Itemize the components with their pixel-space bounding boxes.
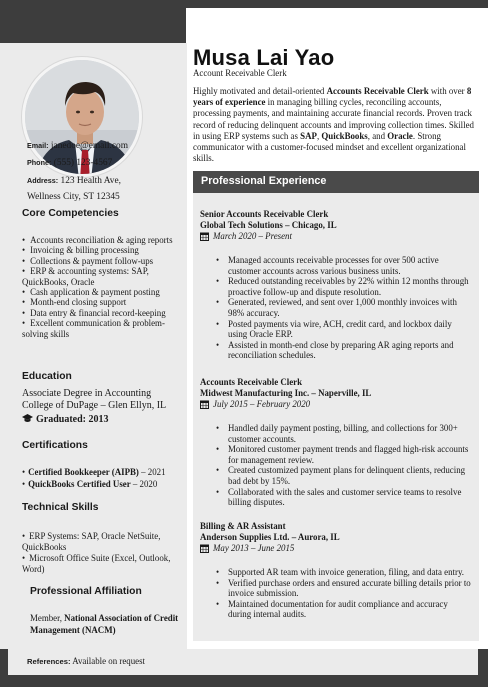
- certifications-list: [22, 467, 184, 490]
- references-line: [8, 649, 478, 675]
- certifications-title: Certifications: [22, 440, 88, 451]
- list-item: • Certified Bookkeeper (AIPB) – 2021: [22, 467, 184, 479]
- education-title: Education: [22, 371, 72, 382]
- list-item: • Accounts reconciliation & aging reports: [22, 235, 184, 245]
- job-entry: [200, 377, 472, 508]
- address-label: Address:: [27, 176, 59, 185]
- email-value[interactable]: janedoe@email.com: [50, 141, 129, 151]
- list-item: • Collections & payment follow-ups: [22, 256, 184, 266]
- list-item: • Managed accounts receivable processes for over 500 active customer accounts across various business units.: [216, 255, 472, 276]
- job-dates: May 2013 – June 2015: [200, 543, 472, 554]
- affiliation-title: Professional Affiliation: [30, 586, 142, 597]
- list-item: • Generated, reviewed, and sent over 1,000 monthly invoices with 98% accuracy.: [216, 297, 472, 318]
- list-item: • ERP & accounting systems: SAP, QuickBooks, Oracle: [22, 266, 184, 287]
- education-degree: Associate Degree in Accounting College of DuPage – Glen Ellyn, IL: [22, 388, 167, 411]
- job-role: Senior Accounts Receivable Clerk: [200, 209, 329, 219]
- list-item: • Excellent communication & problem-solving skills: [22, 318, 184, 339]
- experience-header: Professional Experience: [193, 171, 479, 193]
- job-role: Accounts Receivable Clerk: [200, 377, 303, 387]
- references-text: Available on request: [72, 656, 145, 666]
- job-role: Billing & AR Assistant: [200, 521, 286, 531]
- job-dates: July 2015 – February 2020: [200, 399, 472, 410]
- calendar-icon: [200, 232, 209, 241]
- list-item: • Reduced outstanding receivables by 22% within 12 months through proactive follow-up and dispute resolution.: [216, 276, 472, 297]
- email-label: Email:: [27, 141, 49, 150]
- core-competencies-list: [22, 235, 184, 339]
- candidate-title: Account Receivable Clerk: [193, 68, 287, 78]
- technical-skills-title: Technical Skills: [22, 502, 99, 513]
- contact-address: [27, 174, 121, 204]
- list-item: • Data entry & financial record-keeping: [22, 308, 184, 318]
- education-graduated: Graduated: 2013: [22, 414, 109, 425]
- address-line1: 123 Health Ave,: [60, 176, 121, 186]
- list-item: • Created customized payment plans for delinquent clients, reducing bad debt by 15%.: [216, 465, 472, 486]
- job-company: Midwest Manufacturing Inc. – Naperville, IL: [200, 387, 372, 398]
- footer-band: [0, 649, 488, 687]
- technical-skills-list: [22, 531, 184, 575]
- list-item: • ERP Systems: SAP, Oracle NetSuite, QuickBooks: [22, 531, 184, 553]
- job-dates: March 2020 – Present: [200, 231, 472, 242]
- phone-value: (555) 123-4567: [53, 158, 113, 168]
- job-entry: [200, 209, 472, 361]
- calendar-icon: [200, 544, 209, 553]
- job-entry: [200, 521, 472, 620]
- affiliation-text: Member, National Association of Credit Management (NACM): [30, 613, 179, 635]
- job-bullets: [200, 423, 472, 508]
- phone-label: Phone:: [27, 158, 52, 167]
- list-item: • Microsoft Office Suite (Excel, Outlook, Word): [22, 553, 184, 575]
- list-item: • Month-end closing support: [22, 297, 184, 307]
- address-line2: Wellness City, ST 12345: [27, 192, 120, 202]
- list-item: • Posted payments via wire, ACH, credit card, and lockbox daily using Oracle ERP.: [216, 319, 472, 340]
- list-item: • Handled daily payment posting, billing, and collections for 300+ customer accounts.: [216, 423, 472, 444]
- job-company: Anderson Supplies Ltd. – Aurora, IL: [200, 531, 340, 542]
- profile-summary: Highly motivated and detail-oriented Accounts Receivable Clerk with over 8 years of experience in managing billing cycles, reconciling accounts, processing payments, and maintaining accurate financial records. Proven track record of reducing delinquent accounts and improving collection times. Skilled in using ERP systems such as SAP, QuickBooks, and Oracle. Strong communicator with a customer-focused mindset and excellent organizational skills.: [193, 86, 474, 164]
- list-item: • Verified purchase orders and ensured accurate billing details prior to invoice submission.: [216, 578, 472, 599]
- calendar-icon: [200, 400, 209, 409]
- graduation-cap-icon: [22, 414, 33, 423]
- list-item: • Supported AR team with invoice generation, filing, and data entry.: [216, 567, 472, 578]
- list-item: • Cash application & payment posting: [22, 287, 184, 297]
- job-bullets: [200, 567, 472, 620]
- header-backdrop: [186, 8, 488, 43]
- list-item: • QuickBooks Certified User – 2020: [22, 479, 184, 491]
- core-competencies-title: Core Competencies: [22, 208, 119, 219]
- job-bullets: [200, 255, 472, 361]
- candidate-name: Musa Lai Yao: [193, 45, 335, 70]
- list-item: • Assisted in month-end close by preparing AR aging reports and reconciliation schedules.: [216, 340, 472, 361]
- list-item: • Maintained documentation for audit compliance and accuracy during internal audits.: [216, 599, 472, 620]
- job-company: Global Tech Solutions – Chicago, IL: [200, 219, 337, 230]
- list-item: • Invoicing & billing processing: [22, 245, 184, 255]
- contact-phone: [27, 156, 112, 170]
- contact-email: [27, 139, 128, 153]
- references-label: References:: [27, 657, 71, 666]
- list-item: • Monitored customer payment trends and flagged high-risk accounts for management review.: [216, 444, 472, 465]
- list-item: • Collaborated with the sales and customer service teams to resolve billing disputes.: [216, 487, 472, 508]
